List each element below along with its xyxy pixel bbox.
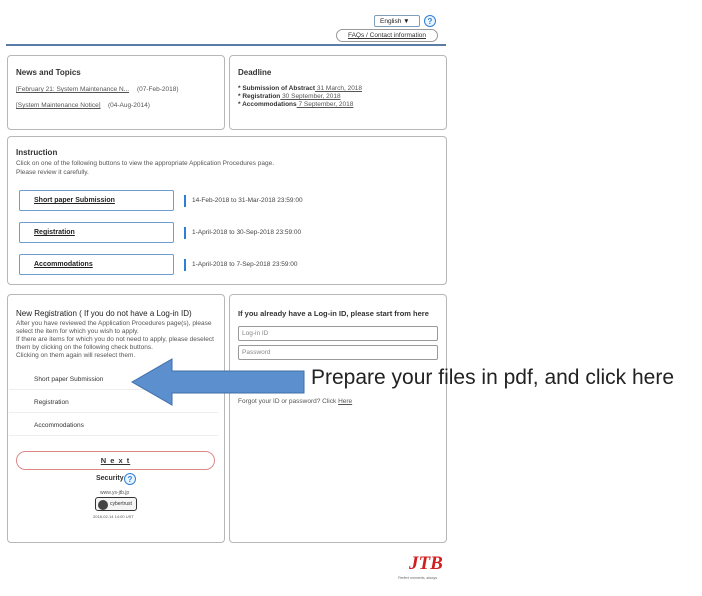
new-registration-desc: If there are items for which you do not need to apply, please deselect bbox=[16, 336, 214, 343]
instruction-text: Click on one of the following buttons to view the appropriate Application Procedures page. bbox=[16, 160, 274, 167]
seal-site: www.ys-jtb.jp bbox=[100, 490, 130, 496]
period-text: 14-Feb-2018 to 31-Mar-2018 23:59:00 bbox=[192, 197, 303, 204]
forgot-here-link[interactable]: Here bbox=[338, 398, 353, 405]
news-item-date: (04-Aug-2014) bbox=[108, 102, 150, 109]
jtb-logo bbox=[408, 549, 443, 574]
help-icon[interactable]: ? bbox=[124, 473, 136, 485]
news-item-date: (07-Feb-2018) bbox=[137, 86, 179, 93]
deadline-row bbox=[238, 101, 353, 109]
instruction-title: Instruction bbox=[16, 148, 58, 157]
next-button[interactable]: N e x t bbox=[16, 451, 215, 470]
deadline-label: * Submission of Abstract bbox=[238, 85, 316, 92]
news-item-link[interactable]: [System Maintenance Notice] bbox=[16, 102, 101, 109]
deadline-date: 31 March, 2018 bbox=[315, 85, 363, 92]
new-registration-desc: select the item for which you wish to apply. bbox=[16, 328, 139, 335]
tagline: Perfect moments, always bbox=[398, 576, 438, 580]
new-registration-desc: After you have reviewed the Application Procedures page(s), please bbox=[16, 320, 212, 327]
period-text: 1-April-2018 to 7-Sep-2018 23:59:00 bbox=[192, 261, 298, 268]
faq-contact-link[interactable]: FAQs / Contact information bbox=[336, 29, 438, 42]
accommodations-procedures-button[interactable]: Accommodations bbox=[19, 254, 174, 275]
deadline-date: 30 September, 2018 bbox=[280, 93, 341, 100]
deadline-title: Deadline bbox=[238, 68, 272, 77]
item-accommodations[interactable]: Accommodations bbox=[9, 415, 218, 436]
news-title: News and Topics bbox=[16, 68, 81, 77]
header-divider bbox=[6, 44, 446, 46]
item-short-paper-submission[interactable]: Short paper Submission bbox=[9, 369, 218, 390]
item-registration[interactable]: Registration bbox=[9, 392, 218, 413]
new-registration-desc: Clicking on them again will reselect them. bbox=[16, 352, 136, 359]
period-text: 1-April-2018 to 30-Sep-2018 23:59:00 bbox=[192, 229, 302, 236]
seal-date: 2018-02-14 14:00 UST bbox=[93, 514, 134, 519]
seal-logo-icon bbox=[98, 500, 108, 510]
registration-procedures-button[interactable]: Registration bbox=[19, 222, 174, 243]
callout-text: Prepare your files in pdf, and click here bbox=[311, 366, 675, 389]
period-marker bbox=[184, 227, 186, 239]
deadline-label: * Registration bbox=[238, 93, 281, 100]
short-paper-procedures-button[interactable]: Short paper Submission bbox=[19, 190, 174, 211]
password-field[interactable]: Password bbox=[238, 345, 438, 360]
logo-text: JTB bbox=[409, 553, 443, 574]
cybertrust-seal[interactable] bbox=[95, 497, 137, 511]
period-marker bbox=[184, 195, 186, 207]
help-icon[interactable]: ? bbox=[424, 15, 436, 27]
new-registration-desc: them by clicking on the following check buttons. bbox=[16, 344, 153, 351]
period-marker bbox=[184, 259, 186, 271]
login-title: If you already have a Log-in ID, please start from here bbox=[238, 309, 429, 318]
callout-arrow bbox=[132, 359, 304, 405]
deadline-row bbox=[238, 93, 341, 101]
new-registration-title: New Registration ( If you do not have a Log-in ID) bbox=[16, 309, 192, 318]
instruction-text: Please review it carefully. bbox=[16, 169, 89, 176]
login-id-field[interactable]: Log-in ID bbox=[238, 326, 438, 341]
deadline-row bbox=[238, 85, 362, 93]
news-item-link[interactable]: [February 21: System Maintenance N... bbox=[16, 86, 130, 93]
forgot-label: Forgot your ID or password? Click bbox=[238, 398, 339, 405]
arrow-shape bbox=[132, 359, 304, 405]
security-label: Security bbox=[96, 475, 124, 482]
deadline-label: * Accommodations bbox=[238, 101, 297, 108]
deadline-date: 7 September, 2018 bbox=[296, 101, 354, 108]
language-select[interactable]: English ▼ bbox=[374, 15, 420, 27]
seal-brand: cybertrust bbox=[110, 501, 132, 507]
